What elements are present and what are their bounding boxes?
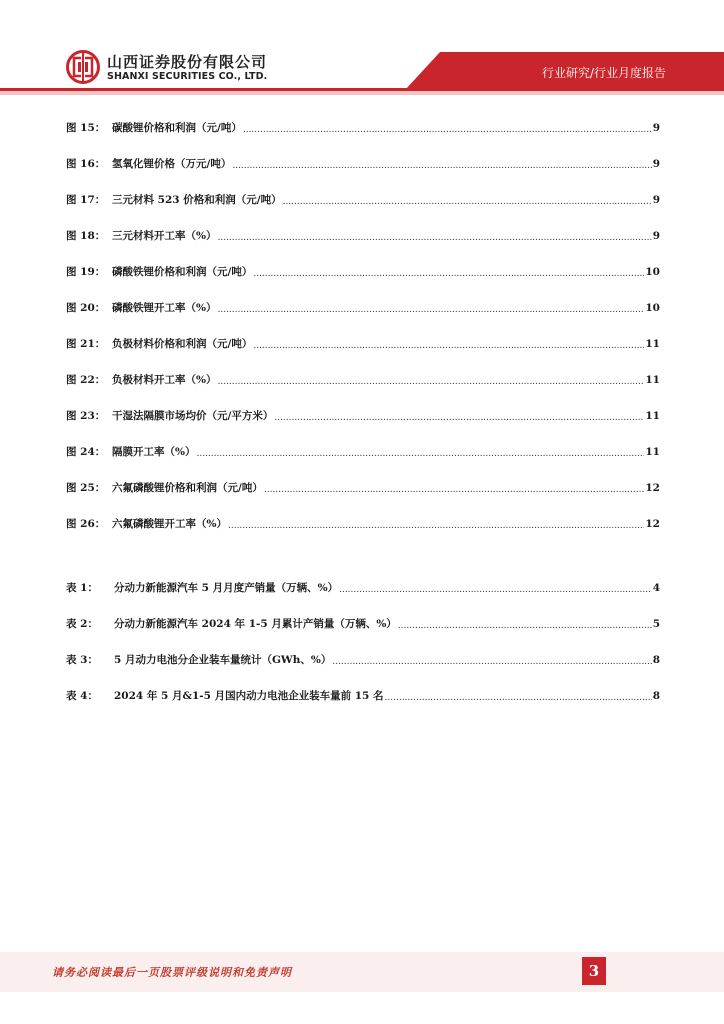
toc-figure-entry[interactable]	[66, 156, 660, 172]
toc-entry-title: 六氟磷酸锂开工率（%）	[112, 518, 227, 530]
toc-entry-label: 图 23：	[66, 410, 106, 422]
toc-leader-dots	[332, 655, 651, 667]
toc-table-entry[interactable]	[66, 652, 660, 668]
toc-entry-label: 表 3：	[66, 654, 98, 666]
toc-entry-page: 9	[652, 158, 660, 170]
page-header	[0, 0, 724, 100]
toc-figure-entry[interactable]	[66, 264, 660, 280]
toc-entry-title: 磷酸铁锂价格和利润（元/吨）	[112, 266, 253, 278]
toc-entry-label: 表 4：	[66, 690, 98, 702]
toc-entry-title: 三元材料 523 价格和利润（元/吨）	[112, 194, 282, 206]
toc-leader-dots	[217, 231, 651, 243]
toc-figure-entry[interactable]	[66, 336, 660, 352]
toc-entry-page: 12	[645, 518, 660, 530]
toc-figure-entry[interactable]	[66, 192, 660, 208]
toc-entry-page: 8	[652, 654, 660, 666]
toc-entry-page: 11	[645, 410, 660, 422]
company-name-cn: 山西证券股份有限公司	[107, 53, 268, 71]
toc-entry-label: 图 24：	[66, 446, 106, 458]
toc-entry-title: 氢氧化锂价格（万元/吨）	[112, 158, 232, 170]
toc-entry-label: 图 26：	[66, 518, 106, 530]
toc-entry-label: 图 17：	[66, 194, 106, 206]
toc-leader-dots	[253, 267, 644, 279]
company-name-en: SHANXI SECURITIES CO., LTD.	[107, 71, 268, 82]
toc-entry-title: 隔膜开工率（%）	[112, 446, 196, 458]
toc-figure-entry[interactable]	[66, 516, 660, 532]
toc-entry-title: 三元材料开工率（%）	[112, 230, 217, 242]
toc-table-entry[interactable]	[66, 580, 660, 596]
toc-entry-title: 分动力新能源汽车 2024 年 1-5 月累计产销量（万辆、%）	[114, 618, 397, 630]
toc-figure-entry[interactable]	[66, 372, 660, 388]
toc-figure-entry[interactable]	[66, 480, 660, 496]
header-red-band	[0, 0, 724, 100]
disclaimer-notice: 请务必阅读最后一页股票评级说明和免责声明	[52, 966, 292, 979]
toc-entry-label: 图 16：	[66, 158, 106, 170]
toc-entry-title: 负极材料价格和利润（元/吨）	[112, 338, 253, 350]
page-number-badge: 3	[582, 957, 606, 985]
toc-entry-title: 5 月动力电池分企业装车量统计（GWh、%）	[114, 654, 332, 666]
toc-entry-label: 图 18：	[66, 230, 106, 242]
toc-leader-dots	[385, 691, 652, 703]
toc-entry-label: 图 25：	[66, 482, 106, 494]
toc-figure-entry[interactable]	[66, 228, 660, 244]
toc-leader-dots	[217, 375, 644, 387]
toc-entry-title: 六氟磷酸锂价格和利润（元/吨）	[112, 482, 263, 494]
toc-leader-dots	[228, 519, 644, 531]
toc-leader-dots	[398, 619, 652, 631]
toc-leader-dots	[217, 303, 644, 315]
toc-entry-title: 干湿法隔膜市场均价（元/平方米）	[112, 410, 274, 422]
toc-leader-dots	[274, 411, 644, 423]
toc-figure-entry[interactable]	[66, 300, 660, 316]
toc-entry-page: 11	[645, 338, 660, 350]
toc-entry-page: 12	[645, 482, 660, 494]
toc-figure-entry[interactable]	[66, 408, 660, 424]
toc-table-entry[interactable]	[66, 688, 660, 704]
toc-entry-title: 2024 年 5 月&1-5 月国内动力电池企业装车量前 15 名	[114, 690, 384, 702]
toc-entry-label: 表 2：	[66, 618, 98, 630]
page-footer	[0, 952, 724, 992]
toc-entry-page: 11	[645, 374, 660, 386]
toc-entry-label: 图 15：	[66, 122, 106, 134]
toc-leader-dots	[264, 483, 645, 495]
toc-entry-title: 负极材料开工率（%）	[112, 374, 217, 386]
toc-entry-label: 图 21：	[66, 338, 106, 350]
toc-figure-entry[interactable]	[66, 444, 660, 460]
toc-entry-label: 图 19：	[66, 266, 106, 278]
toc-entry-title: 磷酸铁锂开工率（%）	[112, 302, 217, 314]
toc-entry-label: 图 20：	[66, 302, 106, 314]
toc-entry-page: 10	[645, 266, 660, 278]
toc-table-entry[interactable]	[66, 616, 660, 632]
toc-leader-dots	[232, 159, 651, 171]
toc-entry-page: 4	[652, 582, 660, 594]
toc-entry-page: 11	[645, 446, 660, 458]
shanxi-securities-logo-icon	[66, 50, 100, 84]
toc-entry-page: 8	[652, 690, 660, 702]
toc-entry-page: 5	[652, 618, 660, 630]
toc-entry-title: 碳酸锂价格和利润（元/吨）	[112, 122, 242, 134]
toc-entry-page: 9	[652, 122, 660, 134]
toc-entry-page: 10	[645, 302, 660, 314]
toc-entry-page: 9	[652, 230, 660, 242]
toc-figure-entry[interactable]	[66, 120, 660, 136]
toc-entry-page: 9	[652, 194, 660, 206]
report-type-title: 行业研究/行业月度报告	[541, 66, 666, 80]
toc-leader-dots	[283, 195, 652, 207]
toc-entry-label: 图 22：	[66, 374, 106, 386]
toc-entry-label: 表 1：	[66, 582, 98, 594]
toc-leader-dots	[339, 583, 652, 595]
toc-leader-dots	[253, 339, 644, 351]
toc-leader-dots	[196, 447, 644, 459]
toc-entry-title: 分动力新能源汽车 5 月月度产销量（万辆、%）	[114, 582, 339, 594]
toc-leader-dots	[243, 123, 652, 135]
